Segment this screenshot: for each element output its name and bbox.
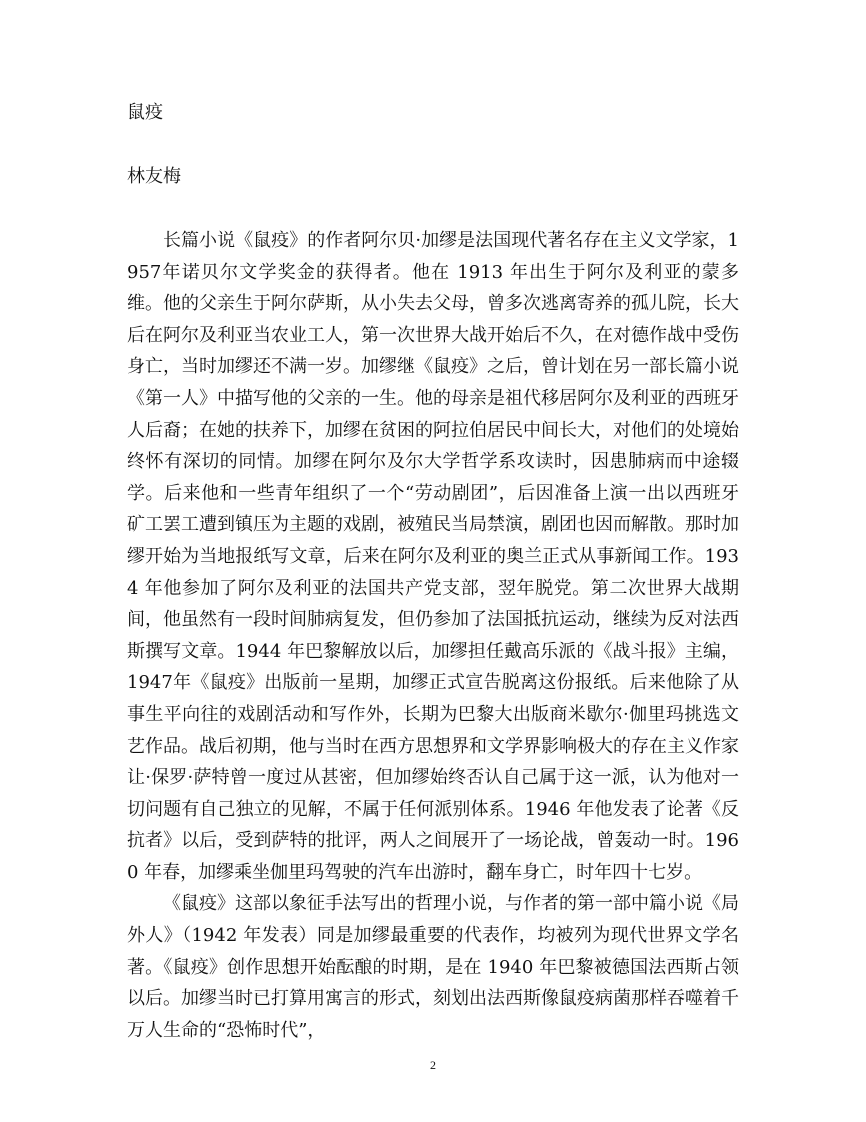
document-author: 林友梅: [127, 166, 181, 187]
document-title: 鼠疫: [127, 102, 163, 123]
page-number: 2: [430, 1058, 436, 1072]
paragraph-plague-overview: 《鼠疫》这部以象征手法写出的哲理小说，与作者的第一部中篇小说《局外人》（1942 年发表）同是加缪最重要的代表作，均被列为现代世界文学名著。《鼠疫》创作思想开始酝酿的时期，是在 1940 年巴黎被德国法西斯占领以后。加缪当时已打算用寓言的形式，刻划出法西斯像鼠疫病菌那样吞噬着千万人生命的“恐怖时代”，: [127, 893, 739, 1041]
document-body: [127, 225, 739, 1046]
paragraph-camus-biography: 长篇小说《鼠疫》的作者阿尔贝·加缪是法国现代著名存在主义文学家，1957年诺贝尔文学奖金的获得者。他在 1913 年出生于阿尔及利亚的蒙多维。他的父亲生于阿尔萨斯，从小失去父母，曾多次逃离寄养的孤儿院，长大后在阿尔及利亚当农业工人，第一次世界大战开始后不久，在对德作战中受伤身亡，当时加缪还不满一岁。加缪继《鼠疫》之后，曾计划在另一部长篇小说《第一人》中描写他的父亲的一生。他的母亲是祖代移居阿尔及利亚的西班牙人后裔；在她的扶养下，加缪在贫困的阿拉伯居民中间长大，对他们的处境始终怀有深切的同情。加缪在阿尔及尔大学哲学系攻读时，因患肺病而中途辍学。后来他和一些青年组织了一个“劳动剧团”，后因准备上演一出以西班牙矿工罢工遭到镇压为主题的戏剧，被殖民当局禁演，剧团也因而解散。那时加缪开始为当地报纸写文章，后来在阿尔及利亚的奥兰正式从事新闻工作。1934 年他参加了阿尔及利亚的法国共产党支部，翌年脱党。第二次世界大战期间，他虽然有一段时间肺病复发，但仍参加了法国抵抗运动，继续为反对法西斯撰写文章。1944 年巴黎解放以后，加缪担任戴高乐派的《战斗报》主编，1947年《鼠疫》出版前一星期，加缪正式宣告脱离这份报纸。后来他除了从事生平向往的戏剧活动和写作外，长期为巴黎大出版商米歇尔·伽里玛挑选文艺作品。战后初期，他与当时在西方思想界和文学界影响极大的存在主义作家让·保罗·萨特曾一度过从甚密，但加缪始终否认自己属于这一派，认为他对一切问题有自己独立的见解，不属于任何派别体系。1946 年他发表了论著《反抗者》以后，受到萨特的批评，两人之间展开了一场论战，曾轰动一时。1960 年春，加缪乘坐伽里玛驾驶的汽车出游时，翻车身亡，时年四十七岁。: [127, 230, 739, 883]
